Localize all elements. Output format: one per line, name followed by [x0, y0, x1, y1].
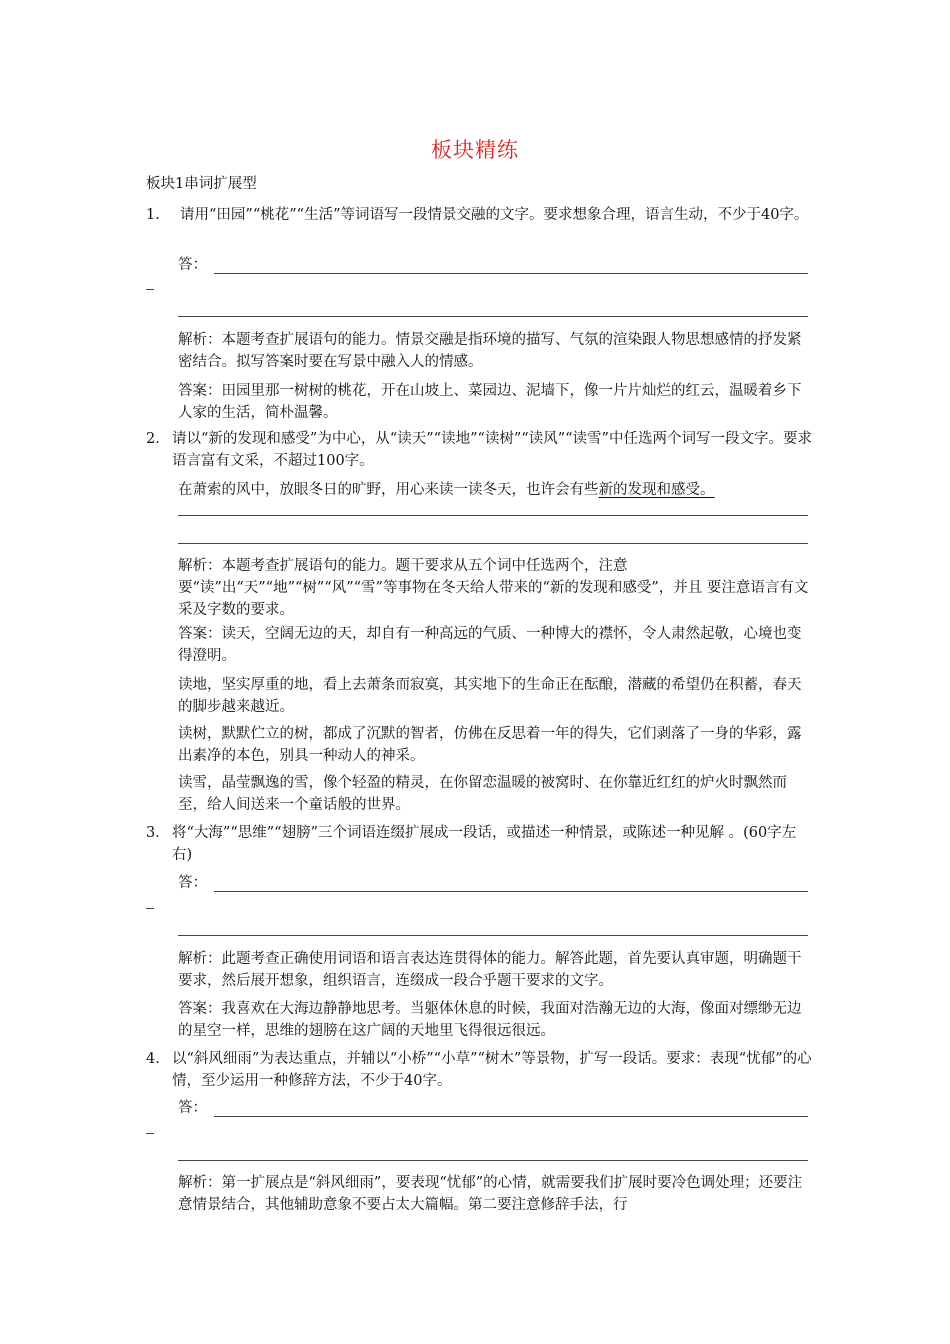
answer-text: 答案：我喜欢在大海边静静地思考。当躯体休息的时候，我面对浩瀚无边的大海，像面对缥缈无边的星空一样，思维的翅膀在这广阔的天地里飞得很远很远。	[178, 1001, 802, 1039]
answer-rule	[214, 891, 808, 892]
answer-label: 答：	[178, 875, 207, 891]
answer-line[interactable]	[178, 872, 808, 894]
answer-text: 读树，默默伫立的树，都成了沉默的智者，仿佛在反思着一年的得失，它们剥落了一身的华彩，露出素净的本色，别具一种动人的神采。	[178, 726, 802, 764]
answer-rule	[214, 1116, 808, 1117]
question-number: 1.	[146, 207, 160, 223]
question-1	[146, 204, 814, 226]
answer-rule	[178, 935, 808, 936]
question-number: 4．	[146, 1051, 170, 1067]
section-heading: 板块1串词扩展型	[146, 176, 257, 192]
answer-rule	[214, 273, 808, 274]
prompt-sentence	[178, 479, 818, 501]
question-text: 请以“新的发现和感受”为中心，从“读天”“读地”“读树”“读风”“读雪”中任选两个词写一段文字。要求语言富有文采，不超过100字。	[172, 431, 812, 469]
answer-rule	[178, 1160, 808, 1161]
question-2	[146, 428, 814, 472]
analysis-text: 解析：本题考查扩展语句的能力。情景交融是指环境的描写、气氛的渲染跟人物思想感情的抒发紧密结合。拟写答案时要在写景中融入人的情感。	[178, 332, 802, 370]
question-number: 2．	[146, 431, 170, 447]
question-text: 将“大海”“思维”“翅膀”三个词语连缀扩展成一段话，或描述一种情景，或陈述一种见解 。(60字左右)	[172, 825, 797, 863]
question-text: 请用“田园”“桃花”“生活”等词语写一段情景交融的文字。要求想象合理，语言生动，不少于40字。	[180, 207, 809, 223]
margin-dash	[146, 908, 154, 909]
answer-text: 读地，坚实厚重的地，看上去萧条而寂寞，其实地下的生命正在酝酿，潜藏的希望仍在积蓄，春天的脚步越来越近。	[178, 677, 802, 715]
analysis-text: 解析：本题考查扩展语句的能力。题干要求从五个词中任选两个，注意要“读”出“天”“地”“树”“风”“雪”等事物在冬天给人带来的“新的发现和感受”，并且 要注意语言有文采及字数的要求。	[178, 558, 809, 618]
answer-rule	[178, 316, 808, 317]
question-4	[146, 1048, 814, 1092]
answer-line[interactable]	[178, 1097, 808, 1119]
answer-label: 答：	[178, 257, 207, 273]
answer-rule	[178, 543, 808, 544]
page-title: 板块精练	[431, 138, 519, 162]
prompt-start: 在萧索的风中，放眼冬日的旷野，用心来读一读冬天，也许会有些	[178, 482, 599, 498]
answer-text: 读雪，晶莹飘逸的雪，像个轻盈的精灵，在你留恋温暖的被窝时、在你靠近红红的炉火时飘然而至，给人间送来一个童话般的世界。	[178, 775, 787, 813]
answer-rule	[178, 515, 808, 516]
analysis-text: 解析：第一扩展点是“斜风细雨”，要表现“忧郁”的心情，就需要我们扩展时要冷色调处理；还要注意情景结合，其他辅助意象不要占太大篇幅。第二要注意修辞手法，行	[178, 1175, 803, 1213]
answer-label: 答：	[178, 1100, 207, 1116]
answer-text: 答案：读天，空阔无边的天，却自有一种高远的气质、一种博大的襟怀，令人肃然起敬，心境也变得澄明。	[178, 626, 802, 664]
analysis-text: 解析：此题考查正确使用词语和语言表达连贯得体的能力。解答此题，首先要认真审题，明确题干要求，然后展开想象，组织语言，连缀成一段合乎题干要求的文字。	[178, 951, 802, 989]
question-number: 3．	[146, 825, 170, 841]
margin-dash	[146, 289, 154, 290]
margin-dash	[146, 1133, 154, 1134]
question-text: 以“斜风细雨”为表达重点，并辅以“小桥”“小草”“树木”等景物，扩写一段话。要求：表现“忧郁”的心情，至少运用一种修辞方法，不少于40字。	[172, 1051, 812, 1089]
prompt-underlined: 新的发现和感受。	[598, 482, 715, 498]
answer-line[interactable]	[178, 254, 808, 276]
question-3	[146, 822, 814, 866]
answer-text: 答案：田园里那一树树的桃花，开在山坡上、菜园边、泥墙下，像一片片灿烂的红云，温暖着乡下人家的生活，简朴温馨。	[178, 383, 802, 421]
